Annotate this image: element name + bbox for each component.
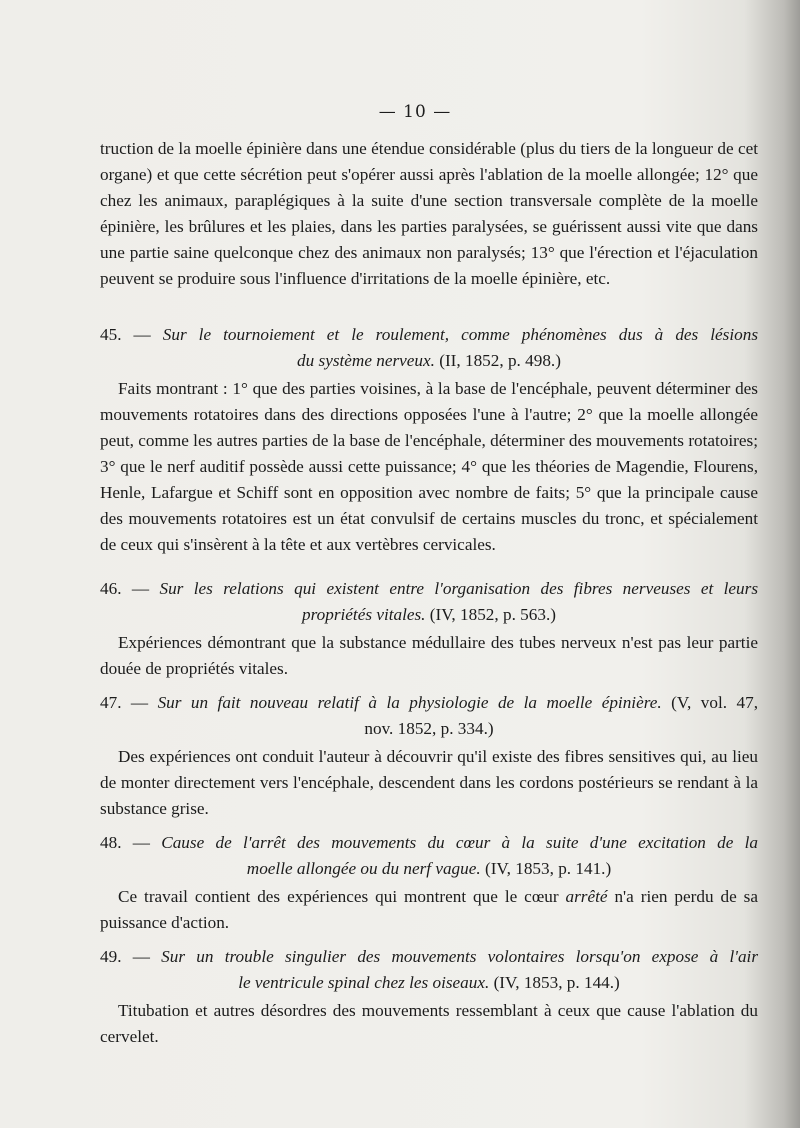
entry-48-title-line2: moelle allongée ou du nerf vague. <box>246 859 481 878</box>
entry-45-heading <box>100 322 758 374</box>
entry-49-heading <box>100 944 758 996</box>
entry-49-text: Titubation et autres désordres des mouvements ressemblant à ceux que cause l'ablation du cervelet. <box>100 1001 758 1046</box>
entry-46-heading <box>100 576 758 628</box>
entry-48-heading <box>100 830 758 882</box>
entry-45-reference: (II, 1852, p. 498.) <box>439 351 561 370</box>
entry-47-body <box>100 744 758 822</box>
entry-47-number: 47. — <box>100 693 149 712</box>
entry-49-number: 49. — <box>100 947 150 966</box>
entry-46-title-line2: propriétés vitales. <box>302 605 426 624</box>
entry-46-number: 46. — <box>100 579 150 598</box>
entry-48-body <box>100 884 758 936</box>
intro-paragraph <box>100 136 758 292</box>
page-number: — 10 — <box>378 102 452 122</box>
intro-text: truction de la moelle épinière dans une étendue considérable (plus du tiers de la longueur de cet organe) et que cette sécrétion peut s'opérer aussi après l'ablation de la moelle allongée; 12° que chez les animaux, paraplégiques à la suite d'une section transversale complète de la moelle épinière, les brûlures et les plaies, dans les parties paralysées, se guérissent aussi vite que dans une partie saine quelconque chez des animaux non paralysés; 13° que l'érection et l'éjaculation peuvent se produire sous l'influence d'irritations de la moelle épinière, etc. <box>100 139 758 288</box>
entry-47-text: Des expériences ont conduit l'auteur à découvrir qu'il existe des fibres sensitives qui, au lieu de monter directement vers l'encéphale, descendent dans les cordons postérieurs se rendant à la substance grise. <box>100 747 758 818</box>
entry-49-title-line2: le ventricule spinal chez les oiseaux. <box>238 973 490 992</box>
entry-46-reference: (IV, 1852, p. 563.) <box>429 605 556 624</box>
entry-47-title-line1: Sur un fait nouveau relatif à la physiologie de la moelle épinière. <box>157 693 662 712</box>
entry-45-text: Faits montrant : 1° que des parties voisines, à la base de l'encéphale, peuvent déterminer des mouvements rotatoires dans des directions opposées l'une à l'autre; 2° que la moelle allongée peut, comme les autres parties de la base de l'encéphale, déterminer des mouvements rotatoires; 3° que le nerf auditif possède aussi cette puissance; 4° que les théories de Magendie, Flourens, Henle, Lafargue et Schiff sont en opposition avec nombre de faits; 5° que la principale cause des mouvements rotatoires est un état convulsif de certains muscles du tronc, et spécialement de ceux qui s'insèrent à la tête et aux vertèbres cervicales. <box>100 379 758 554</box>
entry-47-heading <box>100 690 758 742</box>
entry-48-text <box>100 884 758 936</box>
entry-48-reference: (IV, 1853, p. 141.) <box>484 859 612 878</box>
entry-48-text-pre: Ce travail contient des expériences qui montrent que le cœur <box>118 887 566 906</box>
entry-48-text-italic: arrêté <box>565 887 608 906</box>
entry-49-title-line1: Sur un trouble singulier des mouvements volontaires lorsqu'on expose à l'air <box>161 947 759 966</box>
entry-48-number: 48. — <box>100 833 150 852</box>
entry-47-reference-part1: (V, vol. 47, <box>671 693 758 712</box>
entry-49-body <box>100 998 758 1050</box>
entry-45-title-line1: Sur le tournoiement et le roulement, comme phénomènes dus à des lésions <box>162 325 759 344</box>
entry-49-reference: (IV, 1853, p. 144.) <box>493 973 620 992</box>
entry-47-reference: nov. 1852, p. 334.) <box>364 719 494 738</box>
entry-45-body <box>100 376 758 558</box>
entry-48-title-line1: Cause de l'arrêt des mouvements du cœur à la suite d'une excitation de la <box>161 833 759 852</box>
entry-46-text: Expériences démontrant que la substance médullaire des tubes nerveux n'est pas leur partie douée de propriétés vitales. <box>100 633 758 678</box>
entry-45-title-line2: du système nerveux. <box>297 351 435 370</box>
entry-48-text-post: n'a rien perdu de sa puissance d'action. <box>100 887 758 932</box>
entry-46-title-line1: Sur les relations qui existent entre l'organisation des fibres nerveuses et leurs <box>159 579 759 598</box>
entry-46-body <box>100 630 758 682</box>
entry-45-number: 45. — <box>100 325 151 344</box>
